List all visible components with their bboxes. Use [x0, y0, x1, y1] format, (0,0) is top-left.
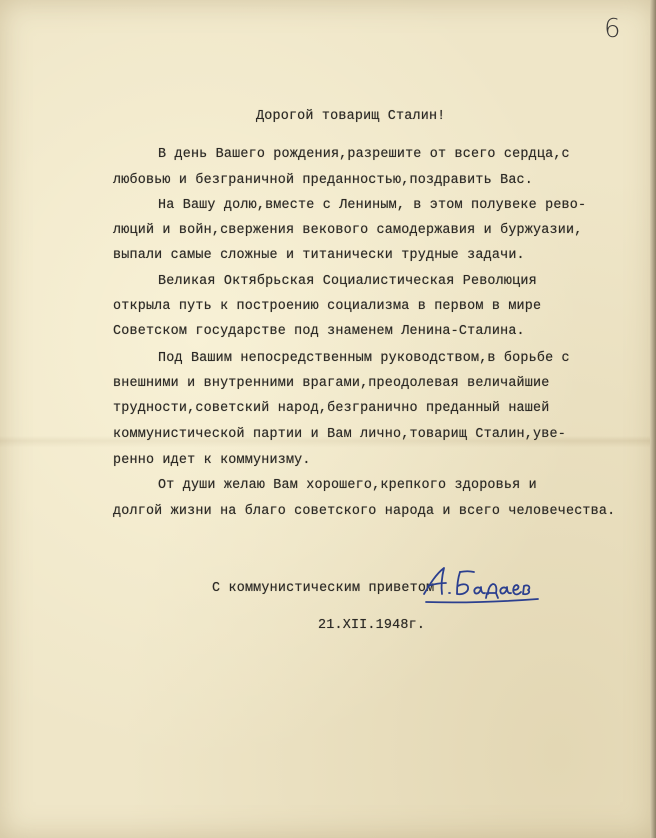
letter-line: В день Вашего рождения,разрешите от всего сердца,с	[158, 147, 570, 162]
letter-line: долгой жизни на благо советского народа и всего человечества.	[113, 504, 616, 519]
date: 21.XII.1948г.	[318, 618, 426, 633]
letter-line: На Вашу долю,вместе с Лениным, в этом полувеке рево-	[158, 198, 587, 213]
letter-line: открыла путь к построению социализма в первом в мире	[113, 299, 542, 314]
page-number: 6	[604, 14, 621, 44]
letter-line: Советском государстве под знаменем Ленина-Сталина.	[113, 324, 525, 339]
letter-line: трудности,советский народ,безгранично преданный нашей	[113, 401, 550, 416]
salutation: Дорогой товарищ Сталин!	[256, 109, 446, 124]
letter-line: внешними и внутренними врагами,преодолевая величайшие	[113, 376, 550, 391]
signature	[418, 562, 542, 610]
letter-line: Великая Октябрьская Социалистическая Революция	[158, 274, 537, 289]
letter-line: выпали самые сложные и титанически трудные задачи.	[113, 248, 525, 263]
letter-line: ренно идет к коммунизму.	[113, 453, 311, 468]
letter-line: любовью и безграничной преданностью,поздравить Вас.	[113, 173, 534, 188]
letter-line: От души желаю Вам хорошего,крепкого здоровья и	[158, 478, 537, 493]
closing: С коммунистическим приветом	[212, 581, 435, 596]
handwritten-signature-icon	[418, 562, 542, 610]
letter-line: коммунистической партии и Вам лично,товарищ Сталин,уве-	[113, 427, 566, 442]
letter-line: люций и войн,свержения векового самодержавия и буржуазии,	[113, 223, 583, 238]
letter-line: Под Вашим непосредственным руководством,в борьбе с	[158, 351, 570, 366]
